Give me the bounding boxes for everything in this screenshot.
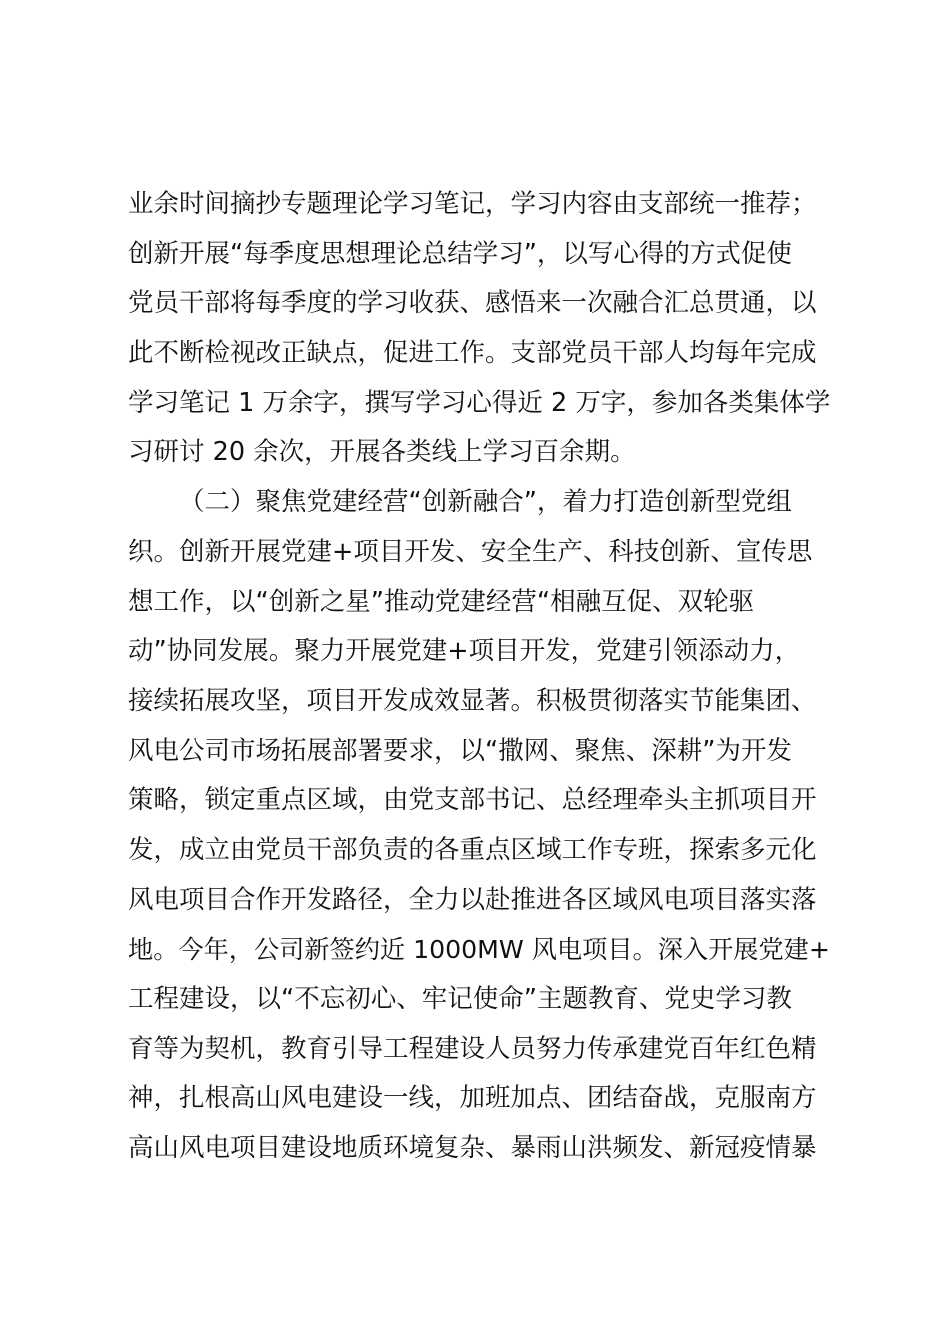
text-line: 业余时间摘抄专题理论学习笔记，学习内容由支部统一推荐；	[128, 189, 817, 219]
text-line: 高山风电项目建设地质环境复杂、暴雨山洪频发、新冠疫情暴	[128, 1133, 817, 1164]
text-line: 学习笔记 1 万余字，撰写学习心得近 2 万字，参加各类集体学	[128, 387, 831, 418]
text-line: 党员干部将每季度的学习收获、感悟来一次融合汇总贯通，以	[128, 288, 817, 319]
body-text	[128, 180, 834, 1174]
text-line: 策略，锁定重点区域，由党支部书记、总经理牵头主抓项目开	[128, 785, 817, 816]
text-line: 地。今年，公司新签约近 1000MW 风电项目。深入开展党建+	[128, 935, 830, 965]
text-line: 想工作，以“创新之星”推动党建经营“相融互促、双轮驱	[128, 586, 755, 617]
text-line: 动”协同发展。聚力开展党建+项目开发，党建引领添动力，	[128, 636, 801, 667]
text-line: 发，成立由党员干部负责的各重点区域工作专班，探索多元化	[128, 834, 817, 865]
text-line: 此不断检视改正缺点，促进工作。支部党员干部人均每年完成	[128, 338, 817, 369]
text-line: 风电项目合作开发路径，全力以赴推进各区域风电项目落实落	[128, 884, 817, 915]
text-line: 风电公司市场拓展部署要求，以“撒网、聚焦、深耕”为开发	[128, 735, 792, 766]
text-line: 神，扎根高山风电建设一线，加班加点、团结奋战，克服南方	[128, 1083, 817, 1114]
text-line: 织。创新开展党建+项目开发、安全生产、科技创新、宣传思	[128, 536, 813, 567]
text-line: 创新开展“每季度思想理论总结学习”，以写心得的方式促使	[128, 238, 792, 269]
text-line: 育等为契机，教育引导工程建设人员努力传承建党百年红色精	[128, 1033, 817, 1064]
text-line: 习研讨 20 余次，开展各类线上学习百余期。	[128, 437, 636, 468]
text-line: 接续拓展攻坚，项目开发成效显著。积极贯彻落实节能集团、	[128, 685, 817, 716]
text-line: 工程建设，以“不忘初心、牢记使命”主题教育、党史学习教	[128, 984, 792, 1014]
section-heading-line: （二）聚焦党建经营“创新融合”，着力打造创新型党组	[179, 487, 792, 518]
